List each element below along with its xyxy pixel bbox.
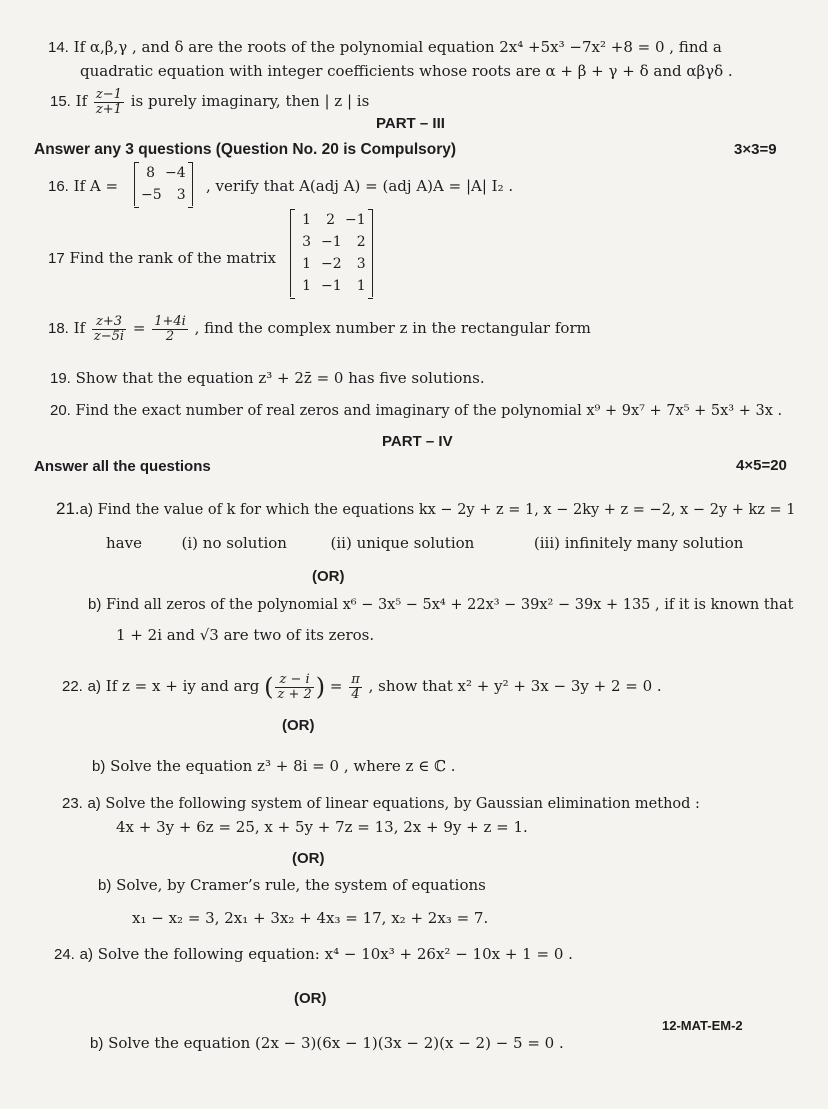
- fraction: [152, 315, 188, 344]
- question-21b-line2: 1 + 2i and √3 are two of its zeros.: [116, 626, 375, 644]
- question-text: Solve the equation z³ + 8i = 0 , where z ∈ ℂ .: [110, 757, 456, 775]
- matrix-cell: −1: [321, 278, 342, 294]
- matrix-cell: 3: [176, 187, 186, 203]
- matrix-cell: 1: [302, 256, 311, 272]
- matrix-rank: [290, 209, 373, 297]
- question-23b-equations: x₁ − x₂ = 3, 2x₁ + 3x₂ + 4x₃ = 17, x₂ + 2x₃ = 7.: [132, 909, 489, 927]
- question-24a: [54, 945, 573, 964]
- paren-close: ): [315, 673, 326, 701]
- or-divider: (OR): [294, 990, 327, 1007]
- or-divider: (OR): [292, 850, 325, 867]
- matrix-cell: 3: [302, 234, 311, 250]
- part-3-instruction: Answer any 3 questions (Question No. 20 is Compulsory): [34, 141, 457, 158]
- question-prefix: If A =: [73, 177, 119, 195]
- matrix-cell: −4: [165, 165, 186, 181]
- part-4-marks: 4×5=20: [736, 457, 787, 474]
- question-text: Solve, by Cramer’s rule, the system of equations: [116, 876, 486, 894]
- question-number: 21.: [56, 499, 80, 518]
- matrix-row: [297, 231, 366, 253]
- question-text: Solve the following system of linear equations, by Gaussian elimination method :: [105, 796, 700, 812]
- question-prefix: If: [75, 92, 88, 110]
- matrix-cell: 3: [356, 256, 366, 272]
- question-16-text: , verify that A(adj A) = (adj A)A = |A| I₂ .: [206, 177, 514, 195]
- question-22a: [62, 668, 662, 705]
- question-text: Find all zeros of the polynomial x⁶ − 3x⁵ − 5x⁴ + 22x³ − 39x² − 39x + 135 , if it is known that: [105, 597, 794, 613]
- question-number: 19.: [50, 370, 71, 387]
- fraction: [349, 673, 362, 702]
- part-3-title: PART – III: [376, 115, 445, 132]
- question-text: If α,β,γ , and δ are the roots of the polynomial equation 2x⁴ +5x³ −7x² +8 = 0 , find a: [73, 38, 722, 56]
- question-text: , find the complex number z in the rectangular form: [194, 319, 591, 337]
- option-unique-solution: (ii) unique solution: [330, 534, 475, 552]
- question-18: [48, 310, 591, 347]
- question-17: [48, 249, 276, 268]
- matrix-cell: 2: [326, 212, 335, 228]
- option-label: b): [90, 1035, 104, 1052]
- question-19: [50, 369, 485, 388]
- question-14-line2: quadratic equation with integer coefficients whose roots are α + β + γ + δ and αβγδ .: [80, 62, 733, 80]
- question-number: 17: [48, 250, 65, 267]
- matrix-row: [141, 184, 186, 206]
- option-label: a): [87, 678, 101, 695]
- question-21a-options: [106, 534, 743, 552]
- matrix-cell: 1: [302, 278, 311, 294]
- fraction-denominator: z+1: [95, 101, 122, 117]
- fraction-denominator: 4: [351, 686, 360, 702]
- matrix-cell: −5: [141, 187, 162, 203]
- question-number: 14.: [48, 39, 69, 56]
- question-23a: [62, 795, 700, 813]
- matrix-cell: −1: [345, 212, 366, 228]
- or-divider: (OR): [312, 568, 345, 585]
- fraction-numerator: z−1: [95, 86, 122, 102]
- or-divider: (OR): [282, 717, 315, 734]
- part-4-instruction: Answer all the questions: [34, 458, 211, 475]
- question-number: 23.: [62, 795, 83, 812]
- question-22b: [92, 757, 456, 776]
- question-number: 15.: [50, 93, 71, 110]
- question-number: 20.: [50, 402, 71, 419]
- option-label: a): [87, 795, 101, 812]
- question-16: [48, 177, 118, 196]
- matrix-row: [297, 253, 366, 275]
- question-15: [50, 84, 369, 119]
- question-number: 18.: [48, 320, 69, 337]
- fraction-denominator: z + 2: [277, 686, 312, 702]
- matrix-cell: −1: [321, 234, 342, 250]
- question-number: 16.: [48, 178, 69, 195]
- option-label: a): [79, 946, 93, 963]
- have-label: have: [106, 534, 142, 552]
- option-label: a): [79, 501, 93, 518]
- option-no-solution: (i) no solution: [181, 534, 287, 552]
- question-text: Find the exact number of real zeros and imaginary of the polynomial x⁹ + 9x⁷ + 7x⁵ + 5x³ + 3x .: [75, 403, 783, 419]
- equals-sign: =: [329, 677, 343, 695]
- fraction: [275, 673, 313, 702]
- matrix-row: [297, 275, 366, 297]
- question-23b: [98, 876, 486, 895]
- matrix-cell: 1: [302, 212, 311, 228]
- question-14: [48, 38, 722, 57]
- option-label: b): [98, 877, 112, 894]
- fraction-numerator: z − i: [275, 673, 313, 688]
- fraction-denominator: 2: [165, 328, 175, 344]
- question-prefix: If: [73, 319, 86, 337]
- paren-open: (: [264, 673, 274, 701]
- fraction: [94, 88, 124, 117]
- question-text: Solve the following equation: x⁴ − 10x³ + 26x² − 10x + 1 = 0 .: [97, 945, 573, 963]
- question-21b: [88, 596, 793, 614]
- question-text: Find the value of k for which the equations kx − 2y + z = 1, x − 2ky + z = −2, x − 2y + kz = 1: [97, 502, 796, 518]
- fraction-numerator: 1+4i: [154, 313, 186, 329]
- matrix-cell: 1: [356, 278, 366, 294]
- option-label: b): [88, 596, 102, 613]
- matrix-a: [134, 162, 193, 206]
- part-4-title: PART – IV: [382, 433, 453, 450]
- question-number: 22.: [62, 678, 83, 695]
- fraction-denominator: z−5i: [93, 328, 125, 344]
- question-20: [50, 402, 782, 420]
- question-21a: [56, 500, 796, 519]
- fraction: [92, 315, 126, 344]
- fraction-numerator: π: [351, 671, 360, 687]
- matrix-row: [297, 209, 366, 231]
- question-24b: [90, 1034, 564, 1053]
- question-text: is purely imaginary, then | z | is: [130, 92, 370, 110]
- fraction-numerator: z+3: [92, 315, 126, 330]
- question-number: 24.: [54, 946, 75, 963]
- option-label: b): [92, 758, 106, 775]
- matrix-cell: −2: [321, 256, 342, 272]
- option-infinite-solutions: (iii) infinitely many solution: [533, 534, 744, 552]
- matrix-cell: 2: [356, 234, 366, 250]
- equals-sign: =: [132, 319, 146, 337]
- paper-code: 12-MAT-EM-2: [662, 1018, 743, 1033]
- question-text: Solve the equation (2x − 3)(6x − 1)(3x − 2)(x − 2) − 5 = 0 .: [108, 1034, 564, 1052]
- part-3-marks: 3×3=9: [734, 141, 777, 158]
- matrix-cell: 8: [146, 165, 155, 181]
- question-text: , show that x² + y² + 3x − 3y + 2 = 0 .: [368, 677, 662, 695]
- matrix-row: [141, 162, 186, 184]
- question-prefix: If z = x + iy and arg: [105, 677, 260, 695]
- question-text: Find the rank of the matrix: [69, 249, 276, 267]
- question-text: Show that the equation z³ + 2z̄ = 0 has five solutions.: [75, 369, 485, 387]
- question-23a-equations: 4x + 3y + 6z = 25, x + 5y + 7z = 13, 2x + 9y + z = 1.: [116, 818, 528, 836]
